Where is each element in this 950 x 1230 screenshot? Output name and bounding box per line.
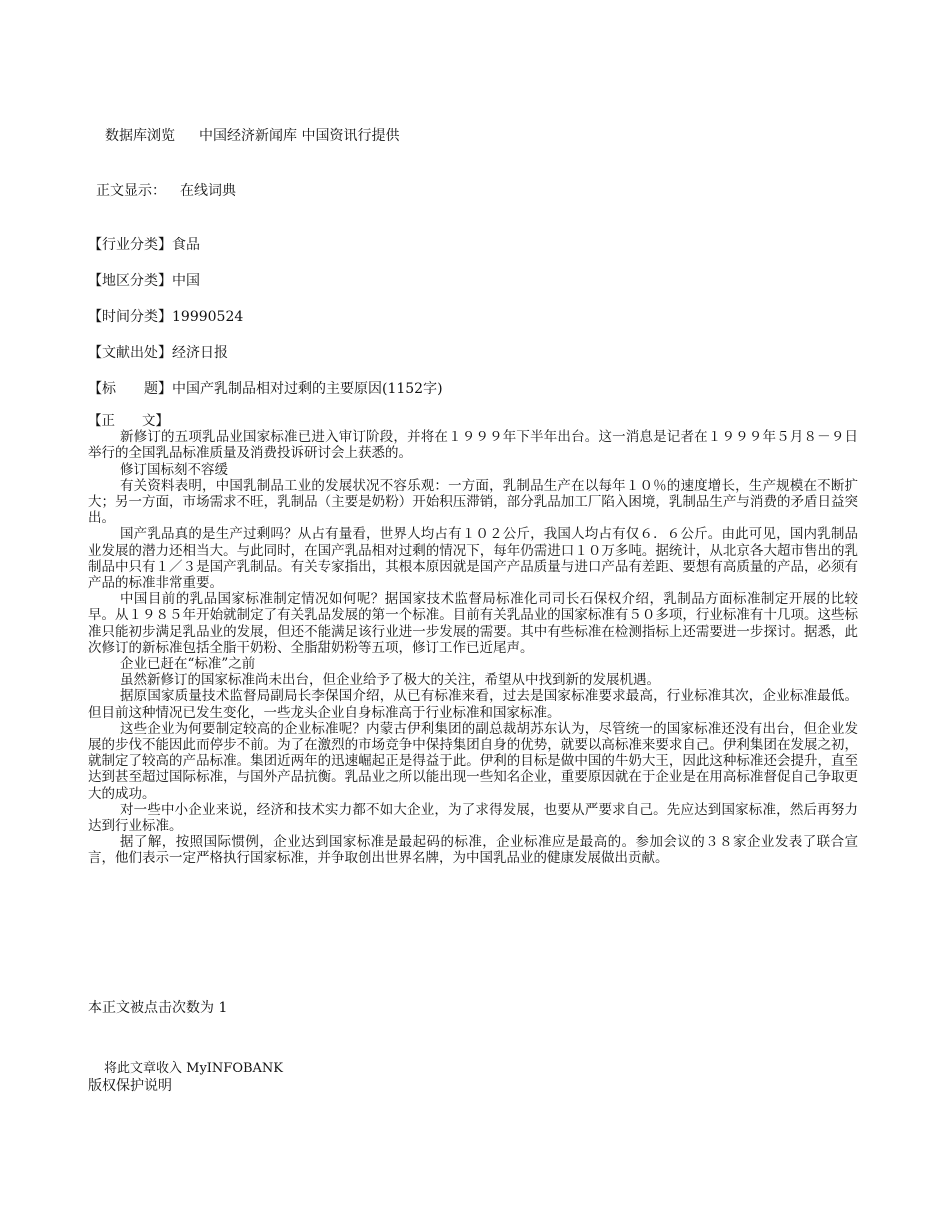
article-paragraph: 据原国家质量技术监督局副局长李保国介绍，从已有标准来看，过去是国家标准要求最高，行业标准其次，企业标准最低。但目前这种情况已发生变化，一些龙头企业自身标准高于行业标准和国家标准。 xyxy=(88,688,858,721)
online-dictionary-link[interactable]: 在线词典 xyxy=(180,183,236,199)
source-database-label: 中国经济新闻库 xyxy=(199,128,297,144)
hit-counter: 本正文被点击次数为 1 xyxy=(88,1000,228,1016)
article-paragraph: 有关资料表明，中国乳制品工业的发展状况不容乐观：一方面，乳制品生产在以每年１０％的速度增长，生产规模在不断扩大；另一方面，市场需求不旺，乳制品（主要是奶粉）开始积压滞销，部分乳品加工厂陷入困境，乳制品生产与消费的矛盾日益突出。 xyxy=(88,477,858,527)
article-paragraph: 对一些中小企业来说，经济和技术实力都不如大企业，为了求得发展，也要从严要求自己。先应达到国家标准，然后再努力达到行业标准。 xyxy=(88,801,858,835)
provider-label: 中国资讯行提供 xyxy=(301,128,400,144)
display-bar xyxy=(96,180,236,200)
section-subheading: 企业已赶在“标准”之前 xyxy=(120,656,256,673)
region-meta: 【地区分类】中国 xyxy=(88,273,200,289)
article-paragraph: 据了解，按照国际惯例，企业达到国家标准是最起码的标准，企业标准应是最高的。参加会议的３８家企业发表了联合宣言，他们表示一定严格执行国家标准，并争取创出世界名牌，为中国乳品业的健康发展做出贡献。 xyxy=(88,834,858,867)
time-meta: 【时间分类】19990524 xyxy=(88,309,244,325)
article-paragraphs xyxy=(88,429,858,866)
source-meta: 【文献出处】经济日报 xyxy=(88,345,228,361)
article-paragraph: 国产乳品真的是生产过剩吗？从占有量看，世界人均占有１０２公斤，我国人均占有仅６．６公斤。由此可见，国内乳制品业发展的潜力还相当大。与此同时，在国产乳品相对过剩的情况下，每年仍需进口１０万多吨。据统计，从北京各大超市售出的乳制品中只有１／３是国产乳制品。有关专家指出，其根本原因就是国产产品质量与进口产品有差距、要想有高质量的产品，必须有产品的标准非常重要。 xyxy=(88,526,858,592)
article-paragraph: 虽然新修订的国家标准尚未出台，但企业给予了极大的关注，希望从中找到新的发展机遇。 xyxy=(120,672,660,689)
industry-meta: 【行业分类】食品 xyxy=(88,237,200,253)
top-header xyxy=(105,125,399,145)
article-paragraph: 这些企业为何要制定较高的企业标准呢？内蒙古伊利集团的副总裁胡苏东认为，尽管统一的国家标准还没有出台，但企业发展的步伐不能因此而停步不前。为了在激烈的市场竞争中保持集团自身的优势，就要以高标准来要求自己。伊利集团在发展之初，就制定了较高的产品标准。集团近两年的迅速崛起正是得益于此。伊利的目标是做中国的牛奶大王，因此这种标准还会提升，直至达到甚至超过国际标准，与国外产品抗衡。乳品业之所以能出现一些知名企业，重要原因就在于企业是在用高标准督促自己争取更大的成功。 xyxy=(88,720,858,802)
article-body xyxy=(88,413,858,867)
collect-to-myinfobank-link[interactable]: 将此文章收入 MyINFOBANK xyxy=(104,1061,284,1076)
copyright-notice-link[interactable]: 版权保护说明 xyxy=(88,1078,172,1094)
body-label: 【正 文】 xyxy=(88,413,169,429)
title-meta: 【标 题】中国产乳制品相对过剩的主要原因(1152字) xyxy=(88,381,443,397)
article-paragraph: 新修订的五项乳品业国家标准已进入审订阶段，并将在１９９９年下半年出台。这一消息是记者在１９９９年５月８－９日举行的全国乳品标准质量及消费投诉研讨会上获悉的。 xyxy=(88,429,858,462)
section-subheading: 修订国标刻不容缓 xyxy=(120,461,228,478)
article-paragraph: 中国目前的乳品国家标准制定情况如何呢？据国家技术监督局标准化司司长石保权介绍，乳制品方面标准制定开展的比较早。从１９８５年开始就制定了有关乳品发展的第一个标准。目前有关乳品业的国家标准有５０多项，行业标准有十几项。这些标准只能初步满足乳品业的发展，但还不能满足该行业进一步发展的需要。其中有些标准在检测指标上还需要进一步探讨。据悉，此次修订的新标准包括全脂干奶粉、全脂甜奶粉等五项，修订工作已近尾声。 xyxy=(88,591,858,656)
display-label: 正文显示： xyxy=(96,183,166,199)
database-browse-link[interactable]: 数据库浏览 xyxy=(105,128,175,144)
